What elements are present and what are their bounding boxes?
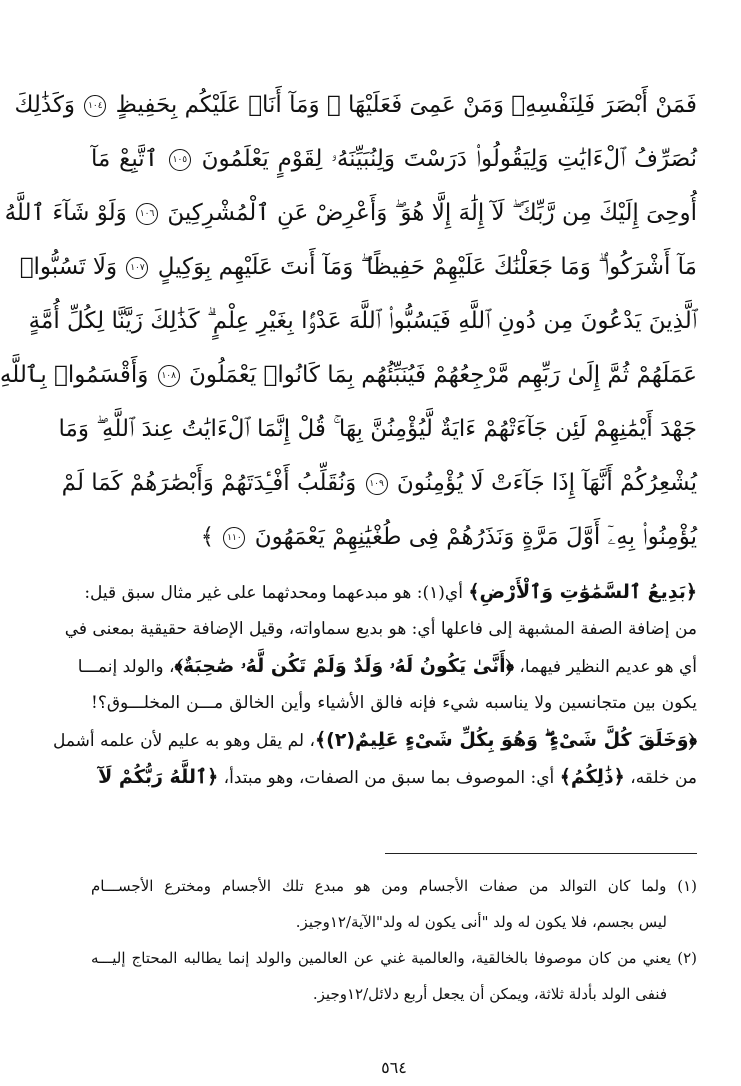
- quran-line-5: [28, 294, 697, 348]
- quran-line-1: [14, 78, 697, 132]
- quran-quote: ﴿وَخَلَقَ كُلَّ شَىْءٍ ۖ وَهُوَ بِكُلِّ شَىْءٍ عَلِيمٌ(٢)﴾: [314, 729, 697, 751]
- commentary-text: أي(١): هو مبدعهما ومحدثهما على غير مثال سبق قيل:: [84, 583, 469, 603]
- quran-text-segment: وَلَا تَسُبُّوا۟: [19, 254, 125, 280]
- verse-end-marker-icon: ١٠٤: [84, 95, 106, 117]
- verse-end-marker-icon: ١٠٧: [126, 257, 148, 279]
- quran-quote: ﴿ذَٰلِكُمُ﴾: [559, 766, 625, 788]
- tafsir-line-3: [77, 648, 697, 685]
- quran-text-segment: وَكَذَٰلِكَ: [14, 92, 83, 118]
- quran-text-segment: وَأَقْسَمُوا۟ بِٱللَّهِ: [0, 362, 156, 388]
- commentary-text: أي هو عديم النظير فيهما،: [514, 657, 697, 677]
- footnote-separator: [385, 853, 697, 854]
- quran-text-segment: نُصَرِّفُ ٱلْءَايَٰتِ وَلِيَقُولُوا۟ دَرَسْتَ وَلِنُبَيِّنَهُۥ لِقَوْمٍ يَعْلَمُونَ: [192, 146, 698, 172]
- quran-text-segment: فَمَنْ أَبْصَرَ فَلِنَفْسِهِۦ وَمَنْ عَمِىَ فَعَلَيْهَا ۚ وَمَآ أَنَا۠ عَلَيْكُم بِحَفِيظٍ: [108, 92, 697, 118]
- commentary-text: أي: الموصوف بما سبق من الصفات، وهو مبتدأ،: [218, 768, 560, 788]
- tafsir-line-5: [52, 722, 697, 759]
- quran-quote: ﴿أَنَّىٰ يَكُونُ لَهُۥ وَلَدٌ وَلَمْ تَكُن لَّهُۥ صَٰحِبَةٌ﴾: [174, 655, 515, 677]
- quran-text-segment: وَلَوْ شَآءَ ٱللَّهُ: [4, 200, 135, 226]
- quran-text-segment: مَآ أَشْرَكُوا۟ ۗ وَمَا جَعَلْنَٰكَ عَلَيْهِمْ حَفِيظًا ۖ وَمَآ أَنتَ عَلَيْهِم بِوَكِيلٍ: [150, 254, 697, 280]
- quran-quote: ﴿بَدِيعُ ٱلسَّمَٰوَٰتِ وَٱلْأَرْضِ﴾: [468, 581, 697, 603]
- tafsir-line-6: [91, 759, 697, 796]
- quran-text-segment: ٱلَّذِينَ يَدْعُونَ مِن دُونِ ٱللَّهِ فَيَسُبُّوا۟ ٱللَّهَ عَدْوًۢا بِغَيْرِ عِلْمٍ ۗ كَذَٰلِكَ زَيَّنَّا لِكُلِّ أُمَّةٍ: [28, 308, 697, 334]
- footnote-1-line-1: (١) ولما كان التوالد من صفات الأجسام ومن هو مبدع تلك الأجسام ومخترع الأجســـام: [91, 877, 697, 895]
- verse-end-marker-icon: ١٠٩: [366, 473, 388, 495]
- quran-quote: ﴿ٱللَّهُ رَبُّكُمْ لَآ: [98, 766, 219, 788]
- quran-line-9: [91, 510, 697, 564]
- tafsir-line-1: [84, 574, 697, 611]
- verse-end-marker-icon: ١٠٦: [136, 203, 158, 225]
- tafsir-line-2: [64, 611, 697, 648]
- footnote-1-line-2: ليس بجسم، فلا يكون له ولد "أنى يكون له ولد"الآية/١٢وجيز.: [295, 913, 667, 931]
- commentary-text: ، لم يقل وهو به عليم لأن علمه أشمل: [52, 731, 315, 751]
- page-number: ٥٦٤: [381, 1058, 407, 1077]
- quran-text-segment: ﴾: [200, 524, 222, 550]
- tafsir-commentary: [52, 574, 697, 796]
- quran-line-8: [61, 456, 697, 510]
- quran-text-block: [0, 78, 698, 564]
- quran-text-segment: أُوحِىَ إِلَيْكَ مِن رَّبِّكَ ۖ لَآ إِلَٰهَ إِلَّا هُوَ ۖ وَأَعْرِضْ عَنِ ٱلْمُشْرِكِينَ: [160, 200, 697, 226]
- quran-line-2: [91, 132, 697, 186]
- quran-text-segment: جَهْدَ أَيْمَٰنِهِمْ لَئِن جَآءَتْهُمْ ءَايَةٌ لَّيُؤْمِنُنَّ بِهَا ۚ قُلْ إِنَّمَا ٱلْءَايَٰتُ عِندَ ٱللَّهِ ۖ وَمَا: [58, 416, 697, 442]
- verse-end-marker-icon: ١٠٨: [158, 365, 180, 387]
- quran-text-segment: يُشْعِرُكُمْ أَنَّهَآ إِذَا جَآءَتْ لَا يُؤْمِنُونَ: [389, 470, 697, 496]
- quran-line-4: [19, 240, 697, 294]
- quran-line-3: [4, 186, 697, 240]
- quran-text-segment: يُؤْمِنُوا۟ بِهِۦٓ أَوَّلَ مَرَّةٍ وَنَذَرُهُمْ فِى طُغْيَٰنِهِمْ يَعْمَهُونَ: [247, 524, 697, 550]
- verse-end-marker-icon: ١٠٥: [169, 149, 191, 171]
- footnote-2-line-1: (٢) يعني من كان موصوفا بالخالقية، والعالمية غني عن العالمين والولد إنما يطالبه المحتاج إليـــه: [91, 949, 697, 967]
- quran-text-segment: ٱتَّبِعْ مَآ: [91, 146, 167, 172]
- quran-text-segment: عَمَلَهُمْ ثُمَّ إِلَىٰ رَبِّهِم مَّرْجِعُهُمْ فَيُنَبِّئُهُم بِمَا كَانُوا۟ يَعْمَلُونَ: [181, 362, 697, 388]
- verse-end-marker-icon: ١١٠: [223, 527, 245, 549]
- tafsir-line-4: [91, 685, 697, 722]
- commentary-text: من خلقه،: [624, 768, 697, 788]
- quran-text-segment: وَنُقَلِّبُ أَفْـِٔدَتَهُمْ وَأَبْصَٰرَهُمْ كَمَا لَمْ: [61, 470, 364, 496]
- quran-line-7: [58, 402, 697, 456]
- commentary-text: يكون بين متجانسين ولا يناسبه شيء فإنه فالق الأشياء وأين الخالق مـــن المخلـــوق؟!: [91, 693, 697, 713]
- commentary-text: ، والولد إنمـــا: [77, 657, 175, 677]
- footnote-2-line-2: فنفى الولد بأدلة ثلاثة، ويمكن أن يجعل أربع دلائل/١٢وجيز.: [312, 985, 667, 1003]
- footnotes: [91, 868, 697, 1012]
- quran-line-6: [0, 348, 697, 402]
- commentary-text: من إضافة الصفة المشبهة إلى فاعلها أي: هو بديع سماواته، وقيل الإضافة حقيقية بمعنى في: [64, 619, 697, 639]
